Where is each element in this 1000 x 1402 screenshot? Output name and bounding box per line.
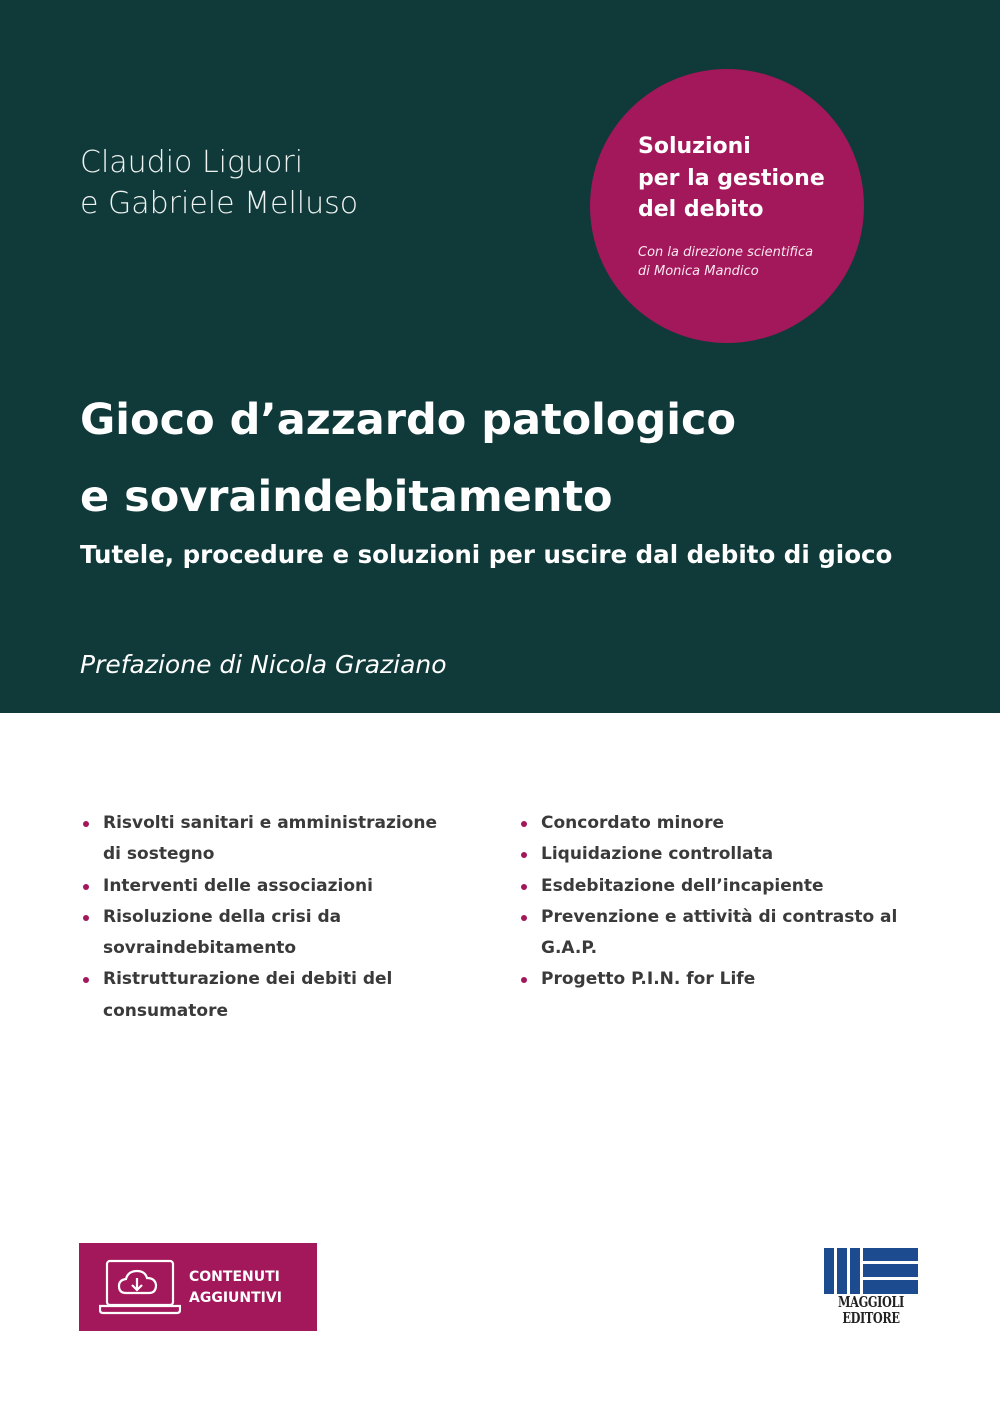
topic-item [518,808,958,839]
topic-text: Progetto P.I.N. for Life [541,969,756,990]
author-1: Claudio Liguori [80,145,304,180]
series-line: del debito [638,197,764,222]
topic-text: Concordato minore [541,813,724,833]
bullet-icon [83,977,89,983]
preface: Prefazione di Nicola Graziano [80,650,447,679]
series-badge [590,69,864,343]
topic-item [80,902,510,965]
extra-content-label: CONTENUTI [189,1269,280,1285]
series-direction: di Monica Mandico [638,264,759,279]
bullet-icon [521,852,527,858]
topic-item [518,964,958,995]
topic-text: Esdebitazione dell’incapiente [541,875,824,896]
extra-content-label: AGGIUNTIVI [189,1290,282,1306]
series-direction: Con la direzione scientifica [638,245,814,260]
topic-item [518,902,958,965]
topics-right [518,808,958,996]
topic-text: Ristrutturazione dei debiti del consumatore [103,969,393,1021]
book-title [80,382,736,536]
topic-text: Liquidazione controllata [541,844,774,865]
bullet-icon [521,821,527,827]
publisher-logo [822,1248,920,1334]
title-line: Gioco d’azzardo patologico [80,395,737,445]
topic-item [80,808,510,871]
topic-text: Prevenzione e attività di contrasto al G.A.P. [541,906,898,959]
bullet-icon [521,915,527,921]
bullet-icon [83,884,89,890]
title-line: e sovraindebitamento [80,472,613,522]
bullet-icon [521,884,527,890]
maggioli-logo-icon [822,1248,920,1294]
book-subtitle: Tutele, procedure e soluzioni per uscire dal debito di gioco [80,540,893,569]
bullet-icon [521,977,527,983]
topics-left [80,808,510,1027]
topic-text: di sostegno [103,844,215,865]
topic-item [80,964,510,1027]
topic-text: Interventi delle associazioni [103,875,373,896]
topic-text: Risvolti sanitari e amministrazione [103,813,437,833]
author-2: e Gabriele Melluso [80,186,359,221]
extra-content-badge [79,1243,317,1331]
laptop-cloud-download-icon [99,1259,181,1315]
publisher-name: MAGGIOLI [838,1294,904,1311]
authors [80,142,358,224]
publisher-name: EDITORE [842,1310,900,1327]
topic-item [80,871,510,902]
topic-text: Risoluzione della crisi da sovraindebitamento [103,906,342,959]
series-line: Soluzioni [638,134,751,159]
bullet-icon [83,915,89,921]
topic-item [518,871,958,902]
topic-item [518,839,958,870]
bullet-icon [83,821,89,827]
series-line: per la gestione [638,165,825,191]
